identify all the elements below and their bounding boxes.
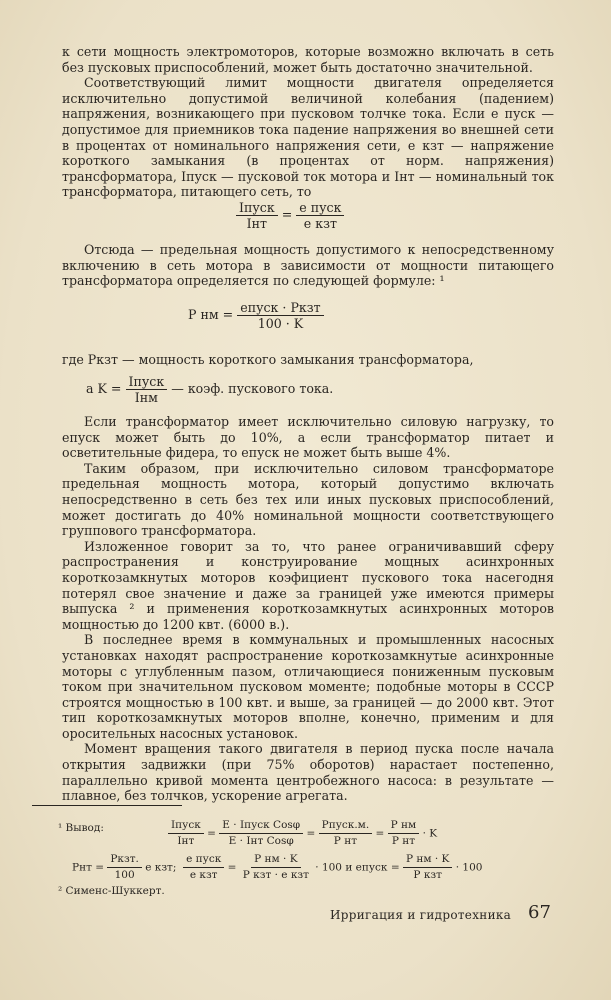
fn1-end: · 100 (455, 861, 483, 874)
fn1-frac-b-den: E · Iнт Cosφ (228, 835, 294, 847)
footnote-2: ² Сименс-Шуккерт. (58, 885, 165, 897)
fn1-pnt-label: Pнт = (72, 861, 105, 874)
formula2-lhs: P нм = (188, 307, 234, 322)
fn1-pnt-tail: e кзт; (145, 861, 177, 874)
paragraph-9: Момент вращения такого двигателя в период пуска после начала открытия задвижки (при 75% оборотов) нарастает постепенно, параллельно кривой момента центробежного насоса: в результате — плавное, без толчков, ускорение агрегата. (62, 741, 554, 804)
formula-current-ratio: $\frac{\text{Iпуск}}{\text{Iнт}}$ = $\frac{\text{e пуск}}{\text{e кзт}}$ (236, 200, 344, 231)
body-text-3 (62, 352, 554, 368)
footnote-1-label: ¹ Вывод: (58, 822, 104, 834)
body-text-4 (62, 414, 554, 804)
footnote-divider (32, 805, 182, 806)
footnote-1-line-2: Pнт = $\frac{\text{Pкзт.}}{100}$ e кзт; $\frac{\text{e пуск}}{\text{e кзт}}$ = $\frac{\text{P нм · K}}{\text{P кзт · e кзт}}$ · 100 и eпуск = $\frac{\text{P нм · K}}{\text{P кзт}}$ · 100 (72, 853, 483, 881)
formula-power-limit (188, 300, 324, 331)
formula-start-coef (86, 374, 333, 405)
fn1-epusk-num: P нм · K (403, 852, 452, 868)
paragraph-3: Отсюда — предельная мощность допустимого к непосредственному включению в сеть мотора в зависимости от мощности питающего трансформатора определяется по следующей формуле: ¹ (62, 242, 554, 289)
fn1-p-den: P кзт · e кзт (242, 869, 309, 881)
formula2-num: eпуск · Pкзт (237, 300, 323, 316)
fn1-epusk-den: P кзт (413, 869, 442, 881)
fn1-frac-d-num: P нм (388, 818, 420, 834)
formula3-lhs: а K = (86, 381, 122, 396)
fn1-frac-a-den: Iнт (177, 835, 195, 847)
formula3-tail: — коэф. пускового тока. (171, 381, 334, 396)
footnote-1-line-1: $\frac{\text{Iпуск}}{\text{Iнт}}$ = $\frac{\text{E · Iпуск Cosφ}}{\text{E · Iнт Cosφ}}$ = $\frac{\text{Pпуск.м.}}{\text{P нт}}$ = $\frac{\text{P нм}}{\text{P нт}}$ · K (168, 818, 437, 849)
journal-title: Ирригация и гидротехника (330, 908, 512, 922)
fn1-frac-d-den: P нт (391, 835, 416, 847)
fn1-frac-c-num: Pпуск.м. (319, 818, 373, 834)
paragraph-6: Таким образом, при исключительно силовом трансформаторе предельная мощность мотора, который допустимо включать непосредственно в сеть без тех или иных пусковых приспособлений, может достигать до 40% номинальной мощности соответствующего группового трансформатора. (62, 460, 554, 539)
paragraph-1: к сети мощность электромоторов, которые возможно включать в сеть без пусковых приспособлений, может быть достаточно значительной. (62, 44, 554, 75)
fn1-mid: · 100 и eпуск = (315, 861, 400, 874)
formula1-den-right: e кзт (303, 216, 337, 231)
formula1-num-left: Iпуск (236, 200, 278, 216)
paragraph-5: Если трансформатор имеет исключительно силовую нагрузку, то eпуск может быть до 10%, а если трансформатор питает и осветительные фидера, то eпуск не может быть выше 4%. (62, 414, 554, 461)
paragraph-2: Соответствующий лимит мощности двигателя определяется исключительно допустимой величиной колебания (падением) напряжения, возникающего при пусковом толчке тока. Если e пуск — допустимое для приемников тока падение напряжения во внешней сети в процентах от номинального напряжения сети, e кзт — напряжение короткого замыкания (в процентах от норм. напряжения) трансформатора, Iпуск — пусковой ток мотора и Iнт — номинальный ток трансформатора, питающего сеть, то (62, 75, 554, 200)
formula2-den: 100 · K (257, 316, 304, 331)
fn1-p-num: P нм · K (251, 852, 300, 868)
formula1-den-left: Iнт (246, 216, 268, 231)
fn1-pnt-den: 100 (114, 869, 135, 881)
fn1-pnt-num: Pкзт. (107, 852, 142, 868)
fn1-e-num: e пуск (183, 852, 224, 868)
fn1-frac-a-num: Iпуск (168, 818, 204, 834)
paragraph-8: В последнее время в коммунальных и промышленных насосных установках находят распространение короткозамкнутые асинхронные моторы с углубленным пазом, отличающиеся пониженным пусковым током при значительном пусковом моменте; подобные моторы в СССР строятся мощностью в 100 квт. и выше, за границей — до 2000 квт. Этот тип короткозамкнутых моторов вполне, конечно, применим и для оросительных насосных установок. (62, 632, 554, 741)
fn1-frac-b-num: E · Iпуск Cosφ (219, 818, 303, 834)
body-text (62, 44, 554, 200)
page-number: 67 (528, 902, 551, 923)
fn1-frac-c-den: P нт (333, 835, 358, 847)
paragraph-7: Изложенное говорит за то, что ранее ограничивавший сферу распространения и конструирование мощных асинхронных короткозамкнутых моторов коэфициент пускового тока насегодня потерял свое значение и даже за границей уже имеются примеры выпуска ² и применения короткозамкнутых асинхронных моторов мощностью до 1200 квт. (6000 в.). (62, 538, 554, 632)
paragraph-4: где Pкзт — мощность короткого замыкания трансформатора, (62, 352, 474, 367)
formula1-num-right: e пуск (296, 200, 344, 216)
fn1-tail: · K (422, 827, 438, 840)
body-text-2 (62, 242, 554, 289)
formula3-den: Iнм (134, 390, 158, 405)
formula3-num: Iпуск (126, 374, 168, 390)
fn1-e-den: e кзт (189, 869, 218, 881)
